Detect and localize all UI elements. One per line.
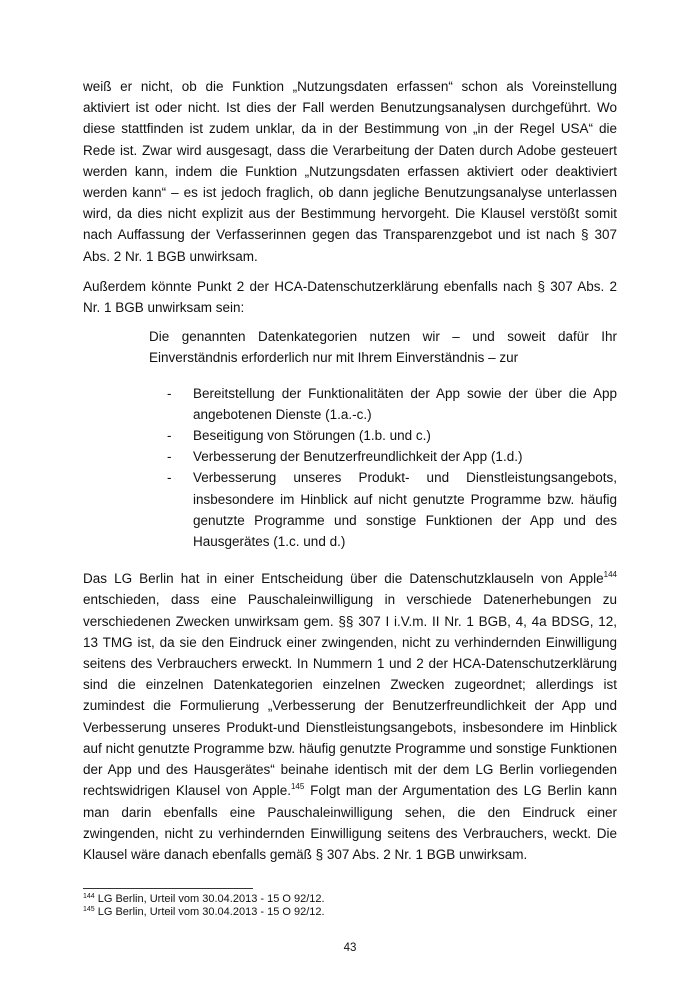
- footnote-ref-145[interactable]: 145: [290, 782, 305, 792]
- footnote-145: $^{145}$ LG Berlin, Urteil vom 30.04.2013 - 15 O 92/12.: [83, 906, 325, 918]
- page-number: 43: [343, 942, 357, 954]
- quoted-clause: Die genannten Datenkategorien nutzen wir – und soweit dafür Ihr Einverständnis erforderlich nur mit Ihrem Einverständnis – zur: [149, 329, 617, 366]
- footnote-ref-144[interactable]: 144: [603, 570, 617, 580]
- list-dash: -: [167, 428, 172, 444]
- list-dash: -: [167, 385, 172, 401]
- footnotes: [83, 893, 617, 919]
- paragraph-lg-berlin: Das LG Berlin hat in einer Entscheidung über die Datenschutzklauseln von Apple$^{144}$ entschieden, dass eine Pauschaleinwilligung in verschiede Datenerhebungen zu verschiedenen Zwecken unwirksam gem. §§ 307 I i.V.m. II Nr. 1 BGB, 4, 4a BDSG, 12, 13 TMG ist, da sie den Eindruck einer zwingenden, nicht zu verhindernden Einwilligung seitens des Verbrauchers erweckt. In Nummern 1 und 2 der HCA-Datenschutzerklärung sind die einzelnen Datenkategorien einzelnen Zwecken zugeordnet; allerdings ist zumindest die Formulierung „Verbesserung der Benutzerfreundlichkeit der App und Verbesserung unseres Produkt-und Dienstleistungsangebots, insbesondere im Hinblick auf nicht genutzte Programme bzw. häufig genutzte Programme und sonstige Funktionen der App und des Hausgerätes“ beinahe identisch mit der dem LG Berlin vorliegenden rechtswidrigen Klausel von Apple.$^{145}$ Folgt man der Argumentation des LG Berlin kann man darin ebenfalls eine Pauschaleinwilligung sehen, die den Eindruck einer zwingenden, nicht zu verhindernden Einwilligung seitens des Verbrauchers, weckt. Die Klausel wäre danach ebenfalls gemäß § 307 Abs. 2 Nr. 1 BGB unwirksam.: [83, 570, 617, 862]
- list-dash: -: [167, 470, 172, 486]
- paragraph-hca-point-2: Außerdem könnte Punkt 2 der HCA-Datenschutzerklärung ebenfalls nach § 307 Abs. 2 Nr. 1 BGB unwirksam sein:: [83, 278, 617, 316]
- list-item: - Verbesserung der Benutzerfreundlichkeit der App (1.d.): [167, 446, 617, 467]
- clause-list: [167, 383, 617, 553]
- list-item: - Beseitigung von Störungen (1.b. und c.): [167, 425, 617, 446]
- page-body: [83, 76, 617, 865]
- list-item: - Bereitstellung der Funktionalitäten der App sowie der über die App angebotenen Dienste (1.a.-c.): [167, 383, 617, 425]
- list-dash: -: [167, 449, 172, 465]
- footnote-separator: [83, 888, 253, 889]
- list-item: - Verbesserung unseres Produkt- und Dienstleistungsangebots, insbesondere im Hinblick auf nicht genutzte Programme bzw. häufig genutzte Programme und sonstige Funktionen der App und des Hausgerätes (1.c. und d.): [167, 467, 617, 552]
- footnote-144: $^{144}$ LG Berlin, Urteil vom 30.04.2013 - 15 O 92/12.: [83, 893, 325, 905]
- paragraph-transparency: weiß er nicht, ob die Funktion „Nutzungsdaten erfassen“ schon als Voreinstellung aktiviert ist oder nicht. Ist dies der Fall werden Benutzungsanalysen durchgeführt. Wo diese stattfinden ist zudem unklar, da in der Bestimmung von „in der Regel USA“ die Rede ist. Zwar wird ausgesagt, dass die Verarbeitung der Daten durch Adobe gesteuert werden kann, indem die Funktion „Nutzungsdaten erfassen aktiviert oder deaktiviert werden kann“ – es ist jedoch fraglich, ob dann jegliche Benutzungsanalyse unterlassen wird, da dies nicht explizit aus der Bestimmung hervorgeht. Die Klausel verstößt somit nach Auffassung der Verfasserinnen gegen das Transparenzgebot und ist nach § 307 Abs. 2 Nr. 1 BGB unwirksam.: [83, 79, 617, 264]
